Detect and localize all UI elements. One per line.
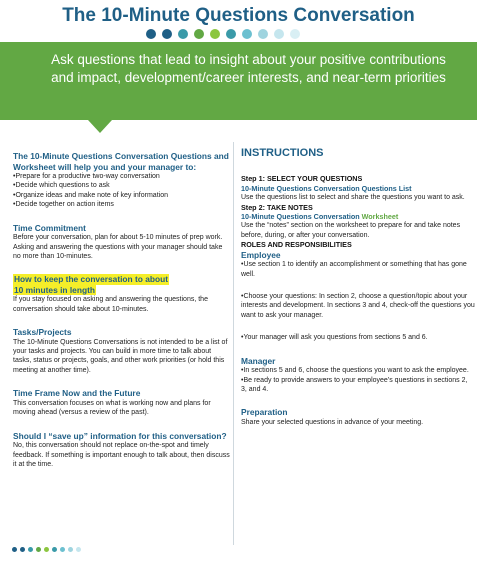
step-1-body: Use the questions list to select and share the questions you want to ask. [241, 194, 465, 202]
decorative-dot [20, 547, 25, 552]
keep-short-body: If you stay focused on asking and answering the questions, the conversation should take about 10-minutes. [13, 296, 208, 313]
step-2-subheading [241, 212, 475, 221]
decorative-dot [52, 547, 57, 552]
step-2-sub-blue: 10-Minute Questions Conversation [241, 212, 362, 222]
list-item: •Decide together on action items [13, 201, 114, 209]
decorative-dot [258, 29, 268, 39]
decorative-dot [194, 29, 204, 39]
preparation-body: Share your selected questions in advance of your meeting. [241, 418, 424, 426]
step-2-sub-green: Worksheet [361, 212, 399, 222]
decorative-dots-bottom [12, 547, 81, 552]
timeframe-body: This conversation focuses on what is working now and plans for moving ahead (versus a review of the past). [13, 399, 211, 417]
manager-paragraph-1: •In sections 5 and 6, choose the questions you want to ask the employee. [241, 367, 469, 375]
manager-paragraph-2: •Be ready to provide answers to your employee’s questions in sections 2, 3, and 4. [241, 376, 468, 393]
banner: Ask questions that lead to insight about your positive contributions and impact, development/career interests, and near-term priorities [0, 42, 477, 120]
decorative-dot [76, 547, 81, 552]
highlight-line-1: How to keep the conversation to about [14, 274, 169, 285]
manager-heading: Manager [241, 355, 276, 366]
save-up-body: No, this conversation should not replace on-the-spot and timely feedback. If something is important enough to talk about, then discuss it at the time. [13, 442, 230, 468]
decorative-dot [36, 547, 41, 552]
roles-heading: ROLES AND RESPONSIBILITIES [241, 240, 352, 250]
decorative-dot [146, 29, 156, 39]
intro-list [13, 172, 231, 210]
highlight-line-2: 10 minutes in length [14, 284, 95, 295]
employee-paragraph-2: •Choose your questions: In section 2, choose a question/topic about your interests and development. In sections 3 and 4, check-off the questions you want to ask your manager. [241, 292, 475, 319]
decorative-dot [68, 547, 73, 552]
decorative-dot [290, 29, 300, 39]
tasks-heading: Tasks/Projects [13, 327, 72, 338]
banner-arrow [88, 120, 112, 133]
decorative-dot [210, 29, 220, 39]
page-title: The 10-Minute Questions Conversation [62, 5, 415, 26]
step-1-subheading: 10-Minute Questions Conversation Questions List [241, 183, 412, 193]
list-item: •Organize ideas and make note of key information [13, 191, 168, 199]
step-2-heading: Step 2: TAKE NOTES [241, 202, 313, 212]
decorative-dots-top [146, 29, 300, 39]
decorative-dot [44, 547, 49, 552]
keep-short-heading [13, 274, 231, 295]
employee-paragraph-1: •Use section 1 to identify an accomplishment or something that has gone well. [241, 261, 467, 278]
time-commitment-heading: Time Commitment [13, 222, 86, 233]
time-commitment-body: Before your conversation, plan for about 5-10 minutes of prep work. Asking and answering the questions with your manager should take no more than 10-minutes. [13, 234, 223, 260]
decorative-dot [12, 547, 17, 552]
employee-heading: Employee [241, 249, 281, 260]
step-2-body: Use the “notes” section on the worksheet to prepare for and take notes before, during, or after your conversation. [241, 222, 461, 239]
preparation-heading: Preparation [241, 407, 288, 418]
decorative-dot [274, 29, 284, 39]
decorative-dot [242, 29, 252, 39]
decorative-dot [60, 547, 65, 552]
list-item: •Decide which questions to ask [13, 182, 110, 190]
decorative-dot [178, 29, 188, 39]
list-item: •Prepare for a productive two-way conversation [13, 173, 160, 180]
instructions-heading: INSTRUCTIONS [241, 147, 324, 159]
step-1-heading: Step 1: SELECT YOUR QUESTIONS [241, 174, 363, 184]
intro-heading: The 10-Minute Questions Conversation Questions and Worksheet will help you and your manager to: [13, 151, 229, 172]
decorative-dot [162, 29, 172, 39]
employee-paragraph-3: •Your manager will ask you questions from sections 5 and 6. [241, 334, 428, 342]
left-column [13, 151, 231, 469]
decorative-dot [28, 547, 33, 552]
tasks-body: The 10-Minute Questions Conversations is not intended to be a list of your tasks and projects. You can build in more time to talk about tasks, status or projects, goals, and other work priorities (or hold this meeting at another time). [13, 338, 228, 374]
timeframe-heading: Time Frame Now and the Future [13, 388, 141, 399]
right-column [241, 149, 475, 427]
column-divider [233, 142, 234, 545]
decorative-dot [226, 29, 236, 39]
save-up-heading: Should I “save up” information for this conversation? [13, 430, 227, 441]
